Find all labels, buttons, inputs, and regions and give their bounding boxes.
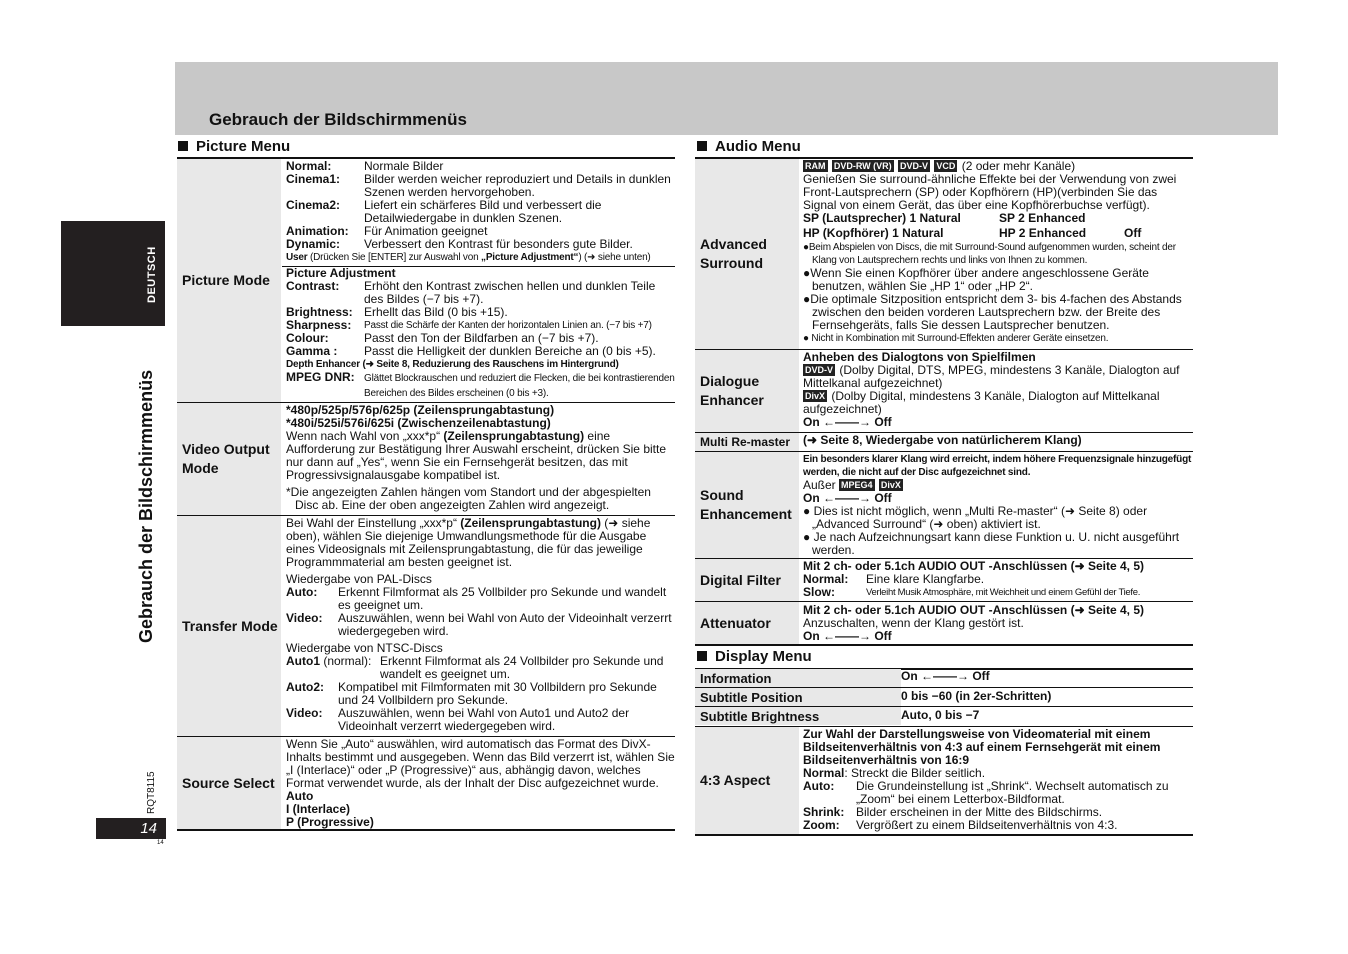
multi-remaster-content: (➜ Seite 8, Wiedergabe von natürlicherem Klang) bbox=[803, 433, 1082, 447]
side-title: Gebrauch der Bildschirmmenüs bbox=[136, 369, 156, 643]
source-option: P (Progressive) bbox=[286, 815, 374, 829]
section-rule bbox=[695, 834, 1193, 836]
sound-enhancement-content bbox=[803, 453, 1193, 557]
video-output-mode-content bbox=[286, 404, 675, 512]
subtitle-position-value: 0 bis −60 (in 2er-Schritten) bbox=[901, 689, 1052, 703]
aspect-item: Zoom: Vergrößert zu einem Bildseitenverhältnis von 4:3. bbox=[803, 818, 1118, 832]
divx-badge: DivX bbox=[880, 480, 901, 490]
aspect-content bbox=[803, 728, 1193, 832]
adj-item: Colour: Passt den Ton der Bildfarben an (−7 bis +7). bbox=[286, 331, 599, 345]
dialogue-enhancer-label: Dialogue Enhancer bbox=[695, 350, 799, 432]
ntsc-item: Auto1 (normal): Erkennt Filmformat als 24 Vollbilder pro Sekunde und wandelt es geeignet um. bbox=[286, 654, 664, 681]
ntsc-item: Video: Auszuwählen, wenn bei Wahl von Auto1 und Auto2 der Videoinhalt verzerrt wiedergegeben wird. bbox=[286, 706, 630, 733]
source-option: I (Interlace) bbox=[286, 802, 351, 816]
audio-menu-heading: Audio Menu bbox=[697, 138, 801, 156]
ntsc-heading: Wiedergabe von NTSC-Discs bbox=[286, 641, 443, 655]
square-bullet-icon bbox=[178, 141, 188, 151]
digital-filter-label: Digital Filter bbox=[695, 559, 799, 601]
video-output-desc: Wenn nach Wahl von „xxx*p“ (Zeilensprungabtastung) eine Aufforderung zur Bestätigung Ihrer Auswahl erscheint, drücken Sie bitte nur dann auf „Yes“, wenn Sie ein Fernsehgerät besitzen, das mit Progressivsignalausgabe kompatibel ist. bbox=[286, 429, 666, 482]
ntsc-item: Auto2: Kompatibel mit Filmformaten mit 30 Vollbildern pro Sekunde und 24 Vollbildern pro Sekunde. bbox=[286, 680, 657, 707]
mpeg4-badge: MPEG4 bbox=[841, 480, 873, 490]
picture-mode-list bbox=[286, 160, 675, 251]
aspect-item: Shrink: Bilder erscheinen in der Mitte des Bildschirms. bbox=[803, 805, 1103, 819]
dvd-rw-badge: DVD-RW (VR) bbox=[833, 161, 892, 171]
section-rule bbox=[177, 829, 675, 831]
attenuator-desc: Anzuschalten, wenn der Klang gestört ist. bbox=[803, 616, 1024, 630]
attenuator-title: Mit 2 ch- oder 5.1ch AUDIO OUT -Anschlüssen (➜ Seite 4, 5) bbox=[803, 603, 1145, 617]
attenuator-label: Attenuator bbox=[695, 602, 799, 644]
information-value: On ←——→ Off bbox=[901, 669, 990, 683]
transfer-mode-content bbox=[286, 517, 675, 733]
surround-note: ●Die optimale Sitzposition entspricht dem 3- bis 4-fachen des Abstands zwischen den beiden vorderen Lautsprechern bzw. der Breite des Fernsehgeräts, falls Sie dessen Lautsprecher benutzen. bbox=[803, 292, 1182, 332]
filter-item: Normal: Eine klare Klangfarbe. bbox=[803, 572, 985, 586]
picture-mode-label: Picture Mode bbox=[177, 159, 281, 402]
sound-note: ● Je nach Aufzeichnungsart kann diese Funktion u. U. nicht ausgeführt werden. bbox=[803, 530, 1180, 557]
source-select-content bbox=[286, 738, 675, 829]
surround-note: ●Beim Abspielen von Discs, die mit Surround-Sound aufgenommen wurden, scheint der Klang von Lautsprechern rechts und links von Ihnen zu kommen. bbox=[803, 242, 1176, 266]
square-bullet-icon bbox=[697, 141, 707, 151]
adj-item: Sharpness: Passt die Schärfe der Kanten der horizontalen Linien an. (−7 bis +7) bbox=[286, 318, 652, 332]
dvd-v-badge: DVD-V bbox=[900, 161, 929, 171]
attenuator-content bbox=[803, 604, 1193, 643]
square-bullet-icon bbox=[697, 651, 707, 661]
progressive-option: *480p/525p/576p/625p (Zeilensprungabtastung) bbox=[286, 403, 555, 417]
dialogue-onoff: On ←——→ Off bbox=[803, 415, 892, 429]
subtitle-position-label: Subtitle Position bbox=[695, 688, 901, 706]
advanced-surround-content bbox=[803, 160, 1193, 345]
information-label: Information bbox=[695, 669, 901, 687]
picture-mode-content bbox=[286, 160, 675, 264]
divx-badge: DivX bbox=[805, 391, 826, 401]
sound-except: Außer MPEG4 DivX bbox=[803, 478, 901, 492]
language-tab-label: DEUTSCH bbox=[146, 246, 158, 303]
subtitle-brightness-value: Auto, 0 bis −7 bbox=[901, 708, 980, 722]
picture-adjustment-content bbox=[286, 267, 675, 401]
subtitle-brightness-label: Subtitle Brightness bbox=[695, 707, 901, 725]
multi-remaster-label: Multi Re-master bbox=[695, 433, 799, 451]
display-menu-heading: Display Menu bbox=[697, 648, 812, 666]
section-rule bbox=[695, 644, 1193, 646]
picture-menu-heading: Picture Menu bbox=[178, 138, 290, 156]
page-number: 14 bbox=[96, 818, 166, 839]
transfer-desc: Bei Wahl der Einstellung „xxx*p“ (Zeilensprungabtastung) (➜ siehe oben), wählen Sie diejenige Umwandlungsmethode für die Ausgabe eines Videosignals mit Zeilensprungabtastung, die für das jeweilige Programmmaterial am besten geeignet ist. bbox=[286, 516, 651, 569]
dialogue-enhancer-content bbox=[803, 351, 1193, 429]
picture-adjustment-title: Picture Adjustment bbox=[286, 266, 396, 280]
video-output-mode-label: Video Output Mode bbox=[177, 403, 281, 515]
sp-options: SP (Lautsprecher) 1 Natural SP 2 Enhanced bbox=[803, 211, 1086, 225]
adj-item: Contrast: Erhöht den Kontrast zwischen hellen und dunklen Teile des Bildes (−7 bis +7). bbox=[286, 279, 656, 306]
surround-note: ● Nicht in Kombination mit Surround-Effekten anderer Geräte einsetzen. bbox=[803, 333, 1109, 344]
page-number-small: 14 bbox=[157, 840, 164, 846]
aspect-normal: Normal: Streckt die Bilder seitlich. bbox=[803, 766, 986, 780]
ram-badge: RAM bbox=[805, 161, 826, 171]
attenuator-onoff: On ←——→ Off bbox=[803, 629, 892, 643]
dialogue-title: Anheben des Dialogtons von Spielfilmen bbox=[803, 350, 1036, 364]
mode-item: Animation: Für Animation geeignet bbox=[286, 224, 488, 238]
advanced-surround-desc: Genießen Sie surround-ähnliche Effekte bei der Verwendung von zwei Front-Lautsprechern (SP) oder Kopfhörern (HP)(verbinden Sie das Signal von einem Gerät, das über eine Kopfhörerbuchse verfügt). bbox=[803, 172, 1177, 212]
vcd-badge: VCD bbox=[936, 161, 956, 171]
source-select-desc: Wenn Sie „Auto“ auswählen, wird automatisch das Format des DivX-Inhalts bestimmt und ausgegeben. Wenn das Bild verzerrt ist, wählen Sie „I (Interlace)“ oder „P (Progressive)“ aus, abhängig davon, welches Format verwendet wurde, als der Inhalt der Disc aufgezeichnet wurde. bbox=[286, 737, 675, 790]
digital-filter-title: Mit 2 ch- oder 5.1ch AUDIO OUT -Anschlüssen (➜ Seite 4, 5) bbox=[803, 559, 1145, 573]
dialogue-dvd: DVD-V (Dolby Digital, DTS, MPEG, mindestens 3 Kanäle, Dialogton auf Mittelkanal aufgezeichnet) bbox=[803, 363, 1180, 390]
mode-item: Cinema2: Liefert ein schärferes Bild und verbessert die Detailwiedergabe in dunklen Szenen. bbox=[286, 198, 602, 225]
sound-onoff: On ←——→ Off bbox=[803, 491, 892, 505]
sound-title: Ein besonders klarer Klang wird erreicht, indem höhere Frequenzsignale hinzugefügt werden, die nicht auf der Disc aufgezeichnet sind. bbox=[803, 454, 1192, 478]
source-option: Auto bbox=[286, 789, 314, 803]
adj-item: Brightness: Erhellt das Bild (0 bis +15). bbox=[286, 305, 508, 319]
mode-item: Dynamic: Verbessert den Kontrast für besonders gute Bilder. bbox=[286, 237, 633, 251]
adj-item: Gamma : Passt die Helligkeit der dunklen Bereiche an (0 bis +5). bbox=[286, 344, 656, 358]
pal-heading: Wiedergabe von PAL-Discs bbox=[286, 572, 432, 586]
sound-note: ● Dies ist nicht möglich, wenn „Multi Re-master“ (➜ Seite 8) oder „Advanced Surround“ (➜ oben) aktiviert ist. bbox=[803, 504, 1148, 531]
disc-badges: RAM DVD-RW (VR) DVD-V VCD (2 oder mehr Kanäle) bbox=[805, 159, 1076, 173]
aspect-title: Zur Wahl der Darstellungsweise von Videomaterial mit einem Bildseitenverhältnis von 4:3 auf einem Fernsehgerät mit einem Bildseitenverhältnis von 16:9 bbox=[803, 727, 1161, 767]
pal-item: Video: Auszuwählen, wenn bei Wahl von Auto der Videoinhalt verzerrt wiedergegeben wird. bbox=[286, 611, 672, 638]
aspect-item: Auto: Die Grundeinstellung ist „Shrink“. Wechselt automatisch zu „Zoom“ bei einem Letterbox-Bildformat. bbox=[803, 779, 1169, 806]
video-output-note: *Die angezeigten Zahlen hängen vom Standort und der abgespielten Disc ab. Eine der oben angezeigten Zahlen wird angezeigt. bbox=[286, 485, 651, 512]
surround-note: ●Wenn Sie einen Kopfhörer über andere angeschlossene Geräte benutzen, wählen Sie „HP 1“ oder „HP 2“. bbox=[803, 266, 1149, 293]
aspect-label: 4:3 Aspect bbox=[695, 727, 799, 834]
digital-filter-content bbox=[803, 560, 1193, 599]
filter-item: Slow: Verleiht Musik Atmosphäre, mit Weichheit und einem Gefühl der Tiefe. bbox=[803, 585, 1141, 599]
sound-enhancement-label: Sound Enhancement bbox=[695, 452, 799, 558]
mpeg-dnr: MPEG DNR: Glättet Blockrauschen und reduziert die Flecken, die bei kontrastierenden Bereichen des Bildes erscheinen (0 bis +3). bbox=[286, 370, 675, 399]
depth-enhancer: Depth Enhancer (➜ Seite 8, Reduzierung des Rauschens im Hintergrund) bbox=[286, 359, 619, 370]
user-mode-note: User (Drücken Sie [ENTER] zur Auswahl von „Picture Adjustment“) (➜ siehe unten) bbox=[286, 252, 651, 263]
dvd-v-badge: DVD-V bbox=[805, 365, 834, 375]
mode-item: Normal: Normale Bilder bbox=[286, 159, 444, 173]
transfer-mode-label: Transfer Mode bbox=[177, 516, 281, 736]
mode-item: Cinema1: Bilder werden weicher reproduziert und Details in dunklen Szenen werden hervorgehoben. bbox=[286, 172, 671, 199]
hp-options: HP (Kopfhörer) 1 Natural HP 2 Enhanced Off bbox=[803, 226, 1142, 240]
document-code: RQT8115 bbox=[146, 771, 157, 814]
advanced-surround-label: Advanced Surround bbox=[695, 159, 799, 349]
pal-item: Auto: Erkennt Filmformat als 25 Vollbilder pro Sekunde und wandelt es geeignet um. bbox=[286, 585, 667, 612]
interlace-option: *480i/525i/576i/625i (Zwischenzeilenabtastung) bbox=[286, 416, 551, 430]
source-select-label: Source Select bbox=[177, 737, 281, 829]
page-title: Gebrauch der Bildschirmmenüs bbox=[209, 110, 467, 129]
dialogue-divx: DivX (Dolby Digital, mindestens 3 Kanäle, Dialogton auf Mittelkanal aufgezeichnet) bbox=[803, 389, 1160, 416]
